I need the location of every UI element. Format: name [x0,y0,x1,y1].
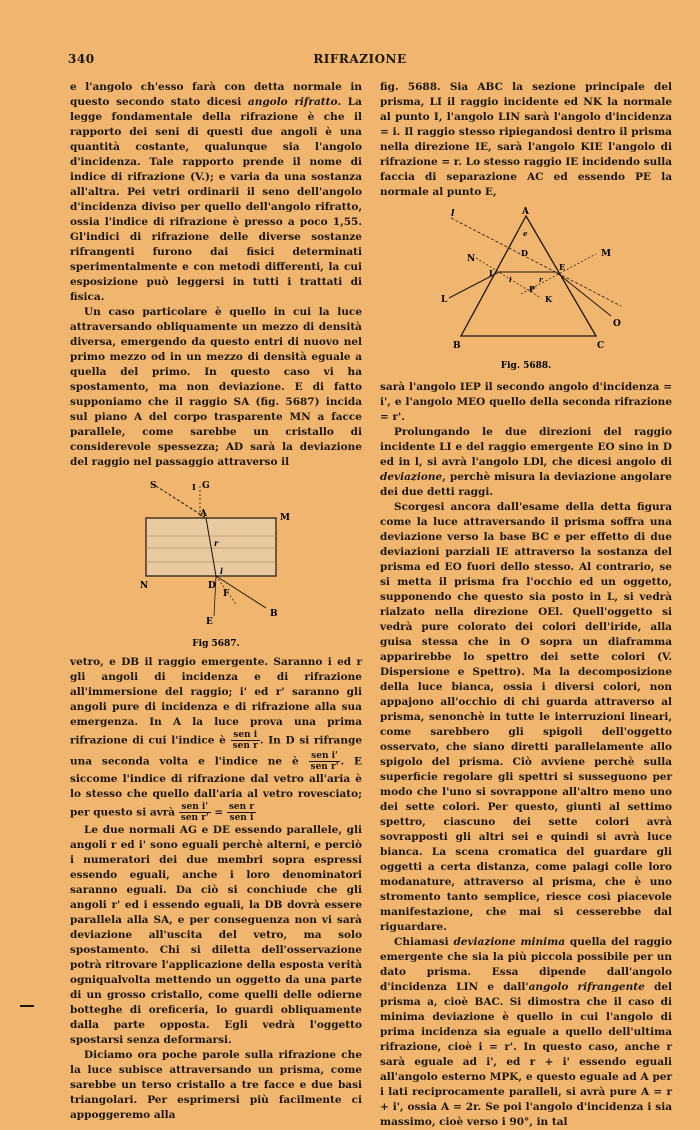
text: e l'angolo ch'esso farà con detta normale in questo secondo stato dicesi [70,81,362,108]
label-k: K [545,294,552,304]
paragraph: Le due normali AG e DE essendo parallele, gli angoli r ed i' sono eguali perchè alterni, e perciò i numeratori dei due membri sopra espressi essendo eguali, anche i loro denominatori saranno eguali. Da ciò si conchiude che gli angoli r' ed i essendo eguali, la DB dovrà essere parallela alla SA, e per conseguenza non vi sarà deviazione all'uscita del vetro, ma solo spostamento. Chi si diletta dell'osservazione potrà ritrovare l'applicazione della esposta verità ogniqualvolta mettendo un oggetto da una parte di un grosso cristallo, come quelli delle odierne botteghe di oreficeria, lo guardi obliquamente dalla parte opposta. Egli vedrà l'oggetto spostarsi senza deformarsi. [70,824,362,1046]
label-i-prime: i [220,566,224,576]
text: , perchè misura la deviazione angolare dei due detti raggi. [380,471,672,498]
denominator: sen r [232,741,258,751]
text: . E siccome l'indice di rifrazione dal vetro all'aria è lo stesso che quello dall'aria al vetro rovesciato; per questo si avrà [70,755,362,819]
paragraph [380,425,672,500]
label-d: D [208,581,216,591]
label-f: F [223,589,230,599]
denominator: sen i [229,813,254,823]
label-b: B [270,609,278,619]
fraction [179,802,211,823]
denominator: sen r' [310,762,339,772]
paragraph [70,655,362,823]
text: quella del raggio emergente che sia la più piccola possibile per un dato prisma. Essa dipende dall'angolo d'incidenza LIN e dall' [380,936,673,993]
figure-5688 [380,206,672,376]
numerator: sen i' [179,802,211,813]
label-i: I [192,482,196,492]
text: Prolungando le due direzioni del raggio incidente LI e del raggio emergente EO sino in D ed in l, si avrà l'angolo LDl, che dicesi angolo di [380,426,672,468]
label-e-angle: e [523,229,528,238]
margin-mark [20,1005,34,1007]
right-column [380,80,672,1130]
label-n: N [467,254,476,264]
text: Chiamasi [394,936,449,948]
label-e: E [206,617,213,627]
label-c: C [597,341,605,351]
fraction [309,751,341,772]
page-number: 340 [68,52,95,66]
prism-abc [461,216,596,336]
label-b: B [453,341,461,351]
numerator: sen i' [309,751,341,762]
label-l: L [441,295,448,305]
incident-ray [156,486,206,518]
fraction [231,730,260,751]
figure-5687-diagram [116,476,316,651]
numerator: sen i [231,730,260,741]
paragraph [380,935,672,1130]
label-l-small: l [451,209,455,219]
left-column [70,80,362,1123]
denominator: sen r' [180,813,209,823]
label-m: M [601,249,611,259]
paragraph: Scorgesi ancora dall'esame della detta figura come la luce attraversando il prisma soffra una deviazione verso la base BC e per effetto di due deviazioni parziali IE attraverso la sostanza del prisma ed EO fuori dello stesso. Al contrario, se si metta il prisma fra l'occhio ed un oggetto, supponendo che questo sia posto in L, si vedrà rialzato nella direzione OEl. Quell'oggetto si vedrà pure colorato dei colori dell'iride, alla guisa stessa che in O sopra un diaframma apparirebbe lo spettro dei sette colori (V. Dispersione e Spettro). Ma la decomposizione della luce bianca, ossia i diversi colori, non appajono all'occhio di chi guarda attraverso al prisma, senonchè in tutte le interruzioni lineari, come sarebbero gli spigoli dell'oggetto osservato, che siano diretti parallelamente allo spigolo del prisma. Ciò avviene perchè sulla superficie regolare gli spettri si susseguono per modo che l'uno si sovrappone all'altro meno uno dei sette colori. Per questo, giunti al settimo spettro, ciascuno dei sette colori avrà sovrapposti gli altri sei e quindi si avrà luce bianca. La scena cromatica del guardare gli oggetti a certa distanza, come palagi colle loro modanature, attraverso al prisma, che è uno stromento tanto semplice, riesce così piacevole manifestazione, che mai si cesserebbe dal riguardare. [380,501,672,933]
italic-term: angolo rifrangente [528,981,645,993]
label-a: A [522,207,529,217]
label-d: D [521,248,528,258]
label-i: I [489,268,493,278]
numerator: sen r [228,802,255,812]
figure-5687 [70,476,362,651]
figure-caption: Fig 5687. [192,639,240,649]
label-o: O [613,319,621,329]
label-m: M [280,513,290,523]
paragraph: sarà l'angolo IEP il secondo angolo d'incidenza = i', e l'angolo MEO quello della seconda rifrazione = r'. [380,381,672,423]
label-r: r [214,538,219,548]
label-p: P [529,284,536,294]
emergent-ray-eo [556,272,611,316]
label-i-angle: i [509,275,512,284]
figure-caption: Fig. 5688. [500,361,552,371]
italic-term: deviazione minima [453,936,566,948]
paragraph: fig. 5688. Sia ABC la sezione principale del prisma, LI il raggio incidente ed NK la normale al punto I, l'angolo LIN sarà l'angolo d'incidenza = i. Il raggio stesso ripiegandosi dentro il prisma nella direzione IE, sarà l'angolo KIE l'angolo di rifrazione = r. Lo stesso raggio IE incidendo sulla faccia di separazione AC ed essendo PE la normale al punto E, [380,81,672,198]
label-r: r [539,275,543,284]
paragraph [70,80,362,305]
italic-term: angolo rifratto [247,96,338,108]
paragraph: Un caso particolare è quello in cui la luce attraversando obliquamente un mezzo di densità diversa, emergendo da questo entri di nuovo nel primo mezzo od in un mezzo di densità eguale a quella del primo. In questo caso vi ha spostamento, ma non deviazione. E di fatto supponiamo che il raggio SA (fig. 5687) incida sul piano A del corpo trasparente MN a facce parallele, come sarebbe un cristallo di considerevole spessezza; AD sarà la deviazione del raggio nel passaggio attraverso il [70,306,362,468]
text: . La legge fondamentale della rifrazione è che il rapporto dei seni di questi due angoli è una quantità costante, qualunque sia l'angolo d'incidenza. Tale rapporto prende il nome di indice di rifrazione (V.); e varia da una sostanza all'altra. Pei vetri ordinarii il seno dell'angolo d'incidenza diviso per quello dell'angolo rifratto, ossia l'indice di rifrazione è presso a poco 1,55. Gl'indici di rifrazione delle diverse sostanze rifrangenti furono dai fisici determinati sperimentalmente e con metodi differenti, la cui esposizione può leggersi in tutti i trattati di fisica. [70,96,362,303]
running-head: RIFRAZIONE [313,52,407,66]
label-e: E [559,262,566,272]
label-s: S [150,481,157,491]
italic-term: deviazione [380,471,443,483]
figure-5688-diagram [421,206,631,376]
text: vetro, e DB il raggio emergente. Saranno i ed r gli angoli di incidenza e di rifrazione all'immersione del raggio; i' ed r' saranno gli angoli pure di incidenza e di rifrazione alla sua emergenza. In A la luce prova una prima rifrazione di cui l'indice è [70,656,362,747]
label-n: N [140,581,149,591]
paragraph: Diciamo ora poche parole sulla rifrazione che la luce subisce attraversando un prisma, come sarebbe un terso cristallo a tre facce e due basi triangolari. Per esprimersi più facilmente ci appoggeremo alla [70,1049,362,1121]
extended-ray [451,218,621,306]
label-a: A [200,509,207,519]
fraction [227,802,256,823]
text: . In D si rifrange una seconda volta e l'indice ne è [70,734,363,768]
equals-sign: = [214,806,224,819]
label-g: G [202,481,210,491]
text: del prisma a, cioè BAC. Si dimostra che il caso di minima deviazione è quello in cui l'angolo di prima incidenza sia eguale a quello dell'ultima rifrazione, cioè i = r'. In questo caso, anche r sarà eguale ad i', ed r + i' essendo eguali all'angolo esterno MPK, e questo eguale ad A per i lati reciprocamente paralleli, si avrà pure A = r + i', ossia A = 2r. Se poi l'angolo d'incidenza i sia massimo, cioè verso i 90°, in tal [380,981,673,1128]
